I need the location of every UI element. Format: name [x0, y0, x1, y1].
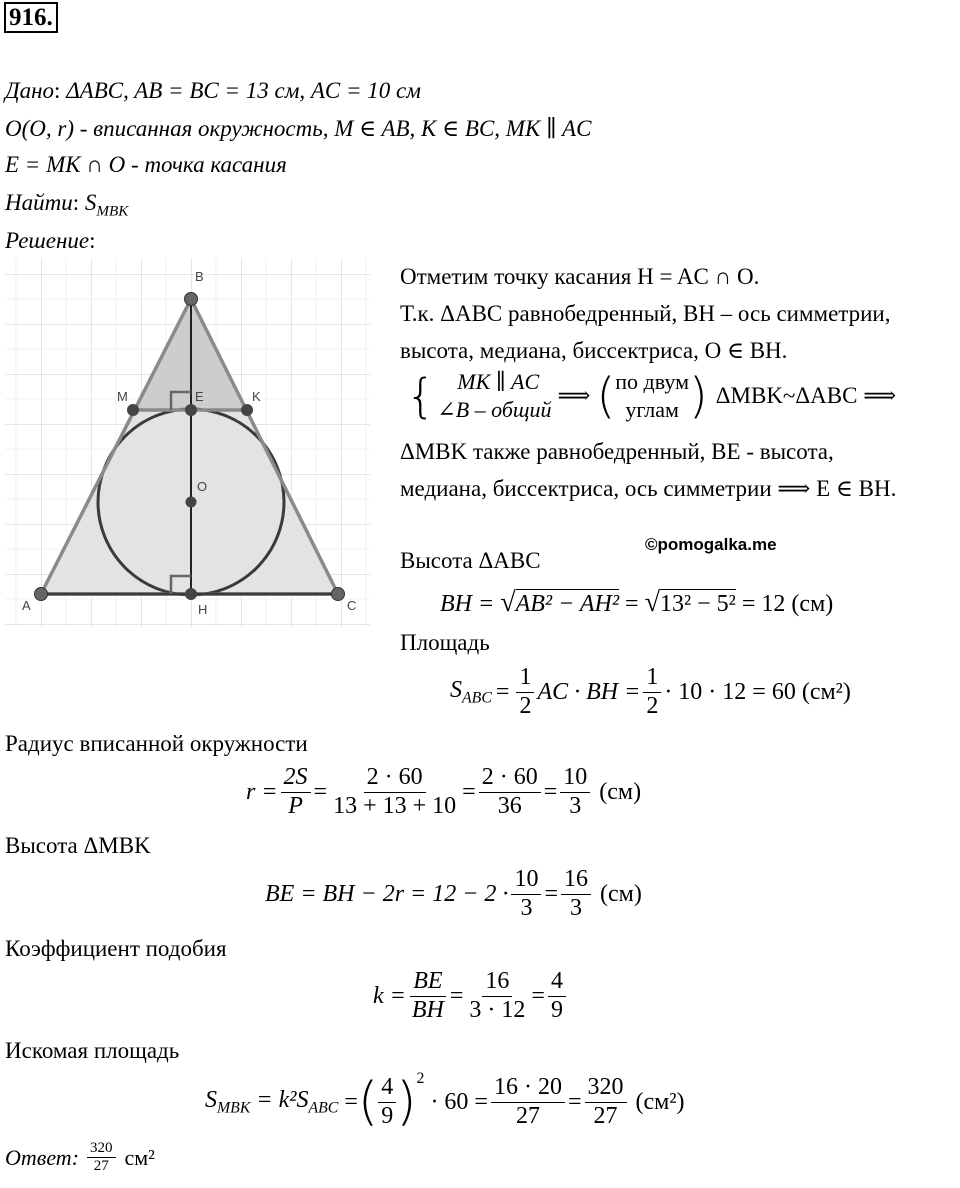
- similarity-frac-2-num: 16: [482, 968, 512, 997]
- target-lhs: [205, 1087, 250, 1118]
- area-rhs: · 10 · 12 = 60 (см²): [664, 678, 851, 705]
- label-b: B: [195, 269, 204, 284]
- radius-frac-1-num: 2S: [281, 764, 311, 793]
- target-paren-frac-num: 4: [378, 1074, 396, 1103]
- target-formula: $S_{MBK}$ = $k^2S_{ABC}$ = ( $\frac{4}{9}$ ) 2 · 60 = $\frac{16 \cdot 20}{27}$ = $\frac{320}{27}$ (см²): [205, 1070, 685, 1133]
- similarity-system: [406, 368, 896, 424]
- reasoning-line-1: Отметим точку касания H = AC ∩ O.: [400, 264, 760, 289]
- height-mbk-frac-2-num: 16: [561, 866, 591, 895]
- similarity-frac-3: [548, 968, 566, 1024]
- radius-frac-1-den: P: [288, 792, 303, 819]
- point-e: [185, 404, 197, 416]
- similarity-frac-3-den: 9: [550, 996, 563, 1023]
- height-abc-formula: BH = √AB² − AH² = √13² − 5² = 12 (см): [440, 587, 834, 618]
- similarity-formula: k = $\frac{BE}{BH}$ = $\frac{16}{3 \cdot 12}$ = $\frac{4}{9}$: [373, 968, 569, 1024]
- radius-frac-1: [281, 764, 311, 820]
- radius-frac-4: [560, 764, 590, 820]
- point-o: [186, 497, 197, 508]
- height-mbk-frac-1-den: 3: [520, 894, 533, 921]
- area-frac-1-num: 1: [516, 664, 534, 693]
- label-k: K: [252, 389, 261, 404]
- triangle-figure: [5, 258, 370, 628]
- radius-frac-2-num: 2 · 60: [364, 764, 426, 793]
- radius-frac-2-den: 13 + 13 + 10: [333, 792, 457, 819]
- radius-frac-4-num: 10: [560, 764, 590, 793]
- target-frac-2-den: 27: [593, 1102, 618, 1129]
- target-mid1: [256, 1087, 338, 1118]
- point-m: [127, 404, 139, 416]
- height-abc-label: Высота ΔABC: [400, 548, 541, 573]
- answer-label: Ответ:: [5, 1144, 80, 1170]
- system-bottom: ∠B – общий: [437, 397, 552, 422]
- similarity-frac-2: [466, 968, 528, 1024]
- area-mid: AC · BH =: [537, 678, 641, 705]
- area-lhs-sub: ABC: [462, 689, 492, 707]
- target-paren-frac: [378, 1074, 396, 1130]
- target-mid1-text: = k²S: [256, 1086, 309, 1113]
- radius-label: Радиус вписанной окружности: [5, 731, 308, 756]
- label-h: H: [198, 602, 208, 617]
- system-conditions: [437, 368, 551, 424]
- problem-number-box: 916.: [4, 2, 58, 33]
- target-frac-1-den: 27: [515, 1102, 540, 1129]
- radius-frac-4-den: 3: [569, 792, 582, 819]
- similarity-frac-1-den: BH: [411, 996, 444, 1023]
- target-mid2: · 60 =: [430, 1088, 488, 1115]
- height-mbk-label: Высота ΔMBK: [5, 833, 151, 858]
- similarity-frac-3-num: 4: [548, 968, 566, 997]
- given-line-2: O(O, r) - вписанная окружность, M ∈ AB, K ∈ BC, MK ∥ AC: [5, 116, 592, 141]
- given-line-3: E = MK ∩ O - точка касания: [5, 152, 287, 177]
- height-mbk-frac-2-den: 3: [569, 894, 582, 921]
- area-frac-2-den: 2: [646, 692, 659, 719]
- find-label: Найти: [5, 190, 73, 215]
- answer-den: 27: [93, 1158, 109, 1175]
- find-line: Найти: $S_{MBK}$: [5, 190, 129, 220]
- system-top: MK ∥ AC: [457, 369, 540, 394]
- similarity-label: Коэффициент подобия: [5, 936, 227, 961]
- point-k: [241, 404, 253, 416]
- similarity-frac-1-num: BE: [410, 968, 445, 997]
- label-c: C: [347, 598, 357, 613]
- system-arrow: ⟹: [557, 383, 591, 408]
- radius-lhs: r =: [246, 778, 278, 805]
- answer-frac: [87, 1140, 116, 1176]
- given-line-1: Дано: ΔABC, AB = BC = 13 см, AC = 10 см: [5, 78, 421, 103]
- radius-frac-3-den: 36: [497, 792, 522, 819]
- radius-frac-3: [479, 764, 541, 820]
- height-mbk-formula: BE = BH − 2r = 12 − 2 · $\frac{10}{3}$ = $\frac{16}{3}$ (см): [265, 866, 642, 921]
- paren-bottom: углам: [625, 397, 679, 422]
- find-sub: MBK: [96, 202, 129, 220]
- target-exp: 2: [416, 1070, 425, 1087]
- paren-top: по двум: [615, 369, 689, 394]
- solution-label: Решение:: [5, 228, 96, 253]
- radius-frac-2: [330, 764, 459, 820]
- point-a: [35, 588, 48, 601]
- area-frac-2-num: 1: [643, 664, 661, 693]
- point-c: [332, 588, 345, 601]
- reasoning-line-2: Т.к. ΔABC равнобедренный, BH – ось симметрии,: [400, 301, 891, 326]
- reasoning-line-5: ΔMBK также равнобедренный, BE - высота,: [400, 439, 834, 464]
- system-brace: {: [406, 369, 436, 423]
- answer-num: 320: [87, 1140, 116, 1158]
- problem-number: [4, 3, 58, 33]
- answer-line: [5, 1140, 155, 1176]
- paren-left: (: [596, 368, 616, 424]
- point-h: [185, 588, 197, 600]
- given-text-1: ΔABC, AB = BC = 13 см, AC = 10 см: [66, 78, 421, 103]
- reasoning-line-6: медиана, биссектриса, ось симметрии ⟹ E ∈ BH.: [400, 476, 897, 501]
- target-frac-1: [491, 1074, 565, 1130]
- reasoning-line-3: высота, медиана, биссектриса, O ∈ BH.: [400, 338, 788, 363]
- area-label: Площадь: [400, 630, 490, 655]
- height-abc-sqrt1: AB² − AH²: [515, 591, 620, 617]
- similarity-frac-1: [409, 968, 447, 1024]
- find-value: S: [84, 190, 97, 215]
- height-abc-eq: =: [625, 591, 639, 617]
- target-frac-2: [585, 1074, 627, 1130]
- radius-formula: r = $\frac{2S}{P}$ = $\frac{2 \cdot 60}{13 + 13 + 10}$ = $\frac{2 \cdot 60}{36}$ = $\frac{10}{3}$ (см): [246, 764, 642, 819]
- height-mbk-frac-1: [511, 866, 541, 922]
- area-frac-1: [516, 664, 534, 720]
- radius-frac-3-num: 2 · 60: [479, 764, 541, 793]
- point-b: [185, 293, 198, 306]
- label-m: M: [117, 389, 128, 404]
- label-o: O: [197, 479, 208, 494]
- label-e: E: [195, 389, 204, 404]
- target-mid1-sub: ABC: [308, 1099, 339, 1117]
- target-lhs-s: S: [205, 1086, 217, 1113]
- height-mbk-frac-2: [561, 866, 591, 922]
- target-frac-2-num: 320: [585, 1074, 627, 1103]
- given-label: Дано: [5, 78, 55, 103]
- area-frac-1-den: 2: [519, 692, 532, 719]
- height-mbk-lhs: BE = BH − 2r = 12 − 2 ·: [265, 880, 509, 907]
- height-abc-sqrt2: 13² − 5²: [659, 591, 736, 617]
- similarity-lhs: k =: [373, 982, 406, 1009]
- label-a: A: [22, 598, 31, 613]
- target-label: Искомая площадь: [5, 1038, 180, 1063]
- area-lhs: [450, 677, 492, 708]
- area-formula: $S_{ABC}$ = $\frac{1}{2}$ AC · BH = $\frac{1}{2}$ · 10 · 12 = 60 (см²): [450, 664, 851, 719]
- solution-label-text: Решение: [5, 228, 90, 253]
- height-abc-lhs: BH =: [440, 591, 495, 617]
- target-unit: (см²): [635, 1088, 685, 1115]
- target-paren-frac-den: 9: [381, 1102, 394, 1129]
- paren-content: [615, 368, 689, 424]
- system-result: ΔMBK~ΔABC ⟹: [715, 383, 897, 408]
- target-lhs-sub: MBK: [217, 1099, 251, 1117]
- answer-unit: см²: [124, 1144, 155, 1170]
- watermark: ©pomogalka.me: [645, 535, 777, 554]
- height-abc-rhs: = 12 (см): [741, 591, 834, 617]
- height-mbk-frac-1-num: 10: [511, 866, 541, 895]
- area-lhs-s: S: [450, 676, 462, 703]
- area-frac-2: [643, 664, 661, 720]
- target-frac-1-num: 16 · 20: [491, 1074, 565, 1103]
- paren-right: ): [689, 368, 708, 424]
- radius-unit: (см): [599, 778, 642, 805]
- similarity-frac-2-den: 3 · 12: [469, 996, 526, 1023]
- height-mbk-unit: (см): [599, 880, 642, 907]
